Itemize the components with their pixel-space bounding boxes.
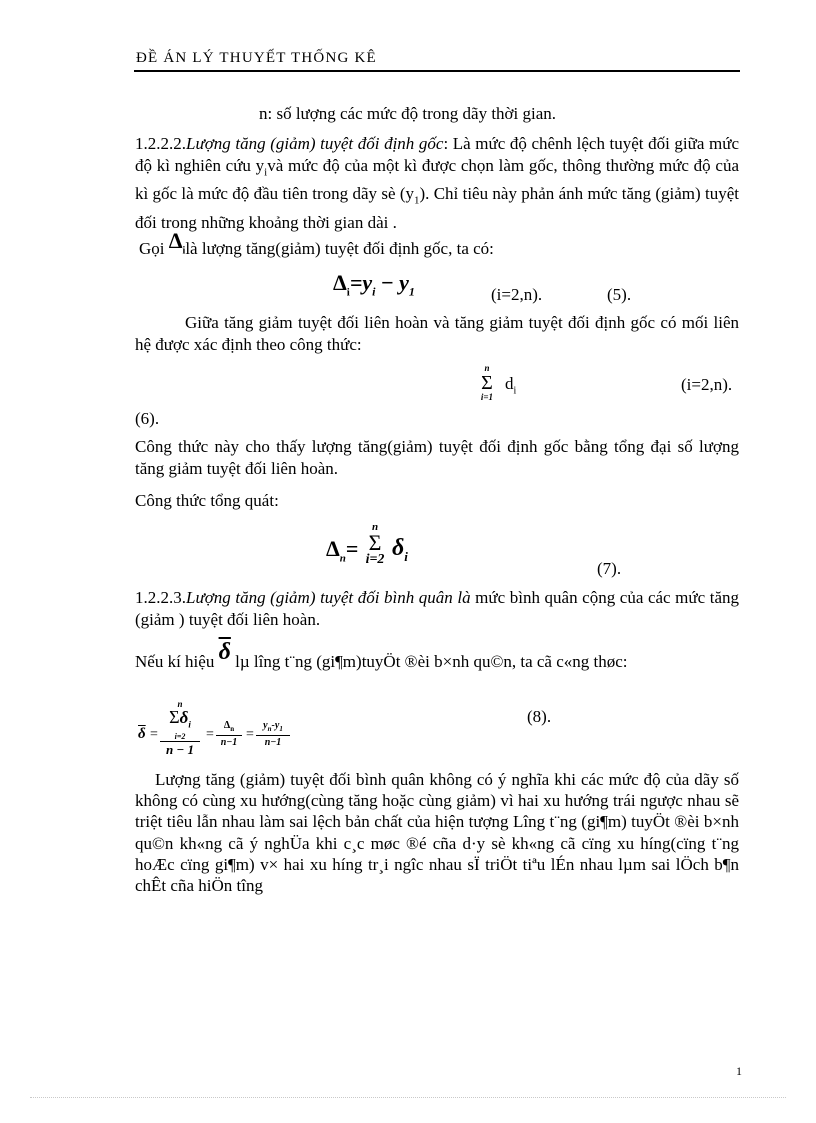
delta-bar-symbol: $\overline{\delta}$ (218, 639, 231, 665)
eq5-number: (5). (607, 285, 632, 304)
eq6-number: (6). (135, 409, 160, 428)
eq8-number: (8). (527, 707, 552, 726)
notation-line: Nếu kí hiệu $\overline{\delta}$ lµ lîng t¨ng (gi¶m)tuyÖt ®èi b×nh qu©n, ta cã c«ng thøc: (135, 639, 628, 671)
delta-i-symbol: $\Delta_i$ (168, 228, 186, 257)
equation-5: $\Delta_i=y_i - y_1$ (333, 270, 415, 299)
header-rule (134, 70, 740, 72)
equation-7: $\Delta_n=$ n Σ i=2 $\delta_i$ (326, 521, 408, 567)
page-header-title: ĐỀ ÁN LÝ THUYẾT THỐNG KÊ (136, 50, 377, 66)
equation-6-term: $d_i$ (505, 374, 517, 397)
general-formula-label: Công thức tổng quát: (135, 491, 279, 510)
paragraph-1-2-2-3: 1.2.2.3.Lượng tăng (giảm) tuyệt đối bình quân là mức bình quân cộng của các mức tăng (giảm ) tuyệt đối liên hoàn. (135, 588, 739, 629)
line-n-definition: n: số lượng các mức độ trong dãy thời gian. (259, 104, 557, 123)
footer-dotted-rule (30, 1097, 786, 1098)
goi-line: Gọi $\Delta_ilà$ lượng tăng(giảm) tuyệt đối định gốc, ta có: (139, 228, 494, 258)
equation-8: $\overline{\delta}$ = n $\Sigma\delta_i$ i=2 n − 1 = $\Delta_n$ n−1 = $y_n-y_1$ n−1 (138, 700, 318, 760)
paragraph-conclusion: Công thức này cho thấy lượng tăng(giảm) tuyệt đối định gốc bằng tổng đại số lượng tăng giảm tuyệt đối liên hoàn. (135, 437, 739, 478)
paragraph-average-meaning: Lượng tăng (giảm) tuyệt đối bình quân không có ý nghĩa khi các mức độ của dãy số không có cùng xu hướng(cùng tăng hoặc cùng giảm) vì hai xu hướng trái ngược nhau sẽ triệt tiêu lẫn nhau làm sai lệch bản chất của hiện tượng Lîng t¨ng (gi¶m) tuyÖt ®èi b×nh qu©n kh«ng cã ý nghÜa khi c¸c møc ®é cña d·y sè kh«ng cã cïng xu híng(cïng t¨ng hoÆc cïng gi¶m) v× hai xu híng tr¸i ngîc nhau sÏ triÖt tiªu lÉn nhau lµm sai lÖch b¶n chÊt cña hiÖn tîng (135, 770, 739, 896)
paragraph-1-2-2-2: 1.2.2.2.Lượng tăng (giảm) tuyệt đối định gốc: Là mức độ chênh lệch tuyệt đối giữa mức độ kì nghiên cứu $y_ivà$ mức độ của một kì được chọn làm gốc, thông thường mức độ của kì gốc là mức độ đầu tiên trong dãy sè $(y_1)$. Chỉ tiêu này phản ánh mức tăng (giảm) tuyệt đối trong những khoảng thời gian dài . (135, 134, 739, 233)
eq6-condition: (i=2,n). (681, 375, 733, 394)
equation-6-sum: n Σ i=1 (480, 363, 494, 402)
eq5-condition: (i=2,n). (491, 285, 543, 304)
paragraph-relation: Giữa tăng giảm tuyệt đối liên hoàn và tăng giảm tuyệt đối định gốc có mối liên hệ được xác định theo công thức: (135, 313, 739, 354)
eq7-number: (7). (597, 559, 622, 578)
page-number: 1 (736, 1064, 742, 1078)
